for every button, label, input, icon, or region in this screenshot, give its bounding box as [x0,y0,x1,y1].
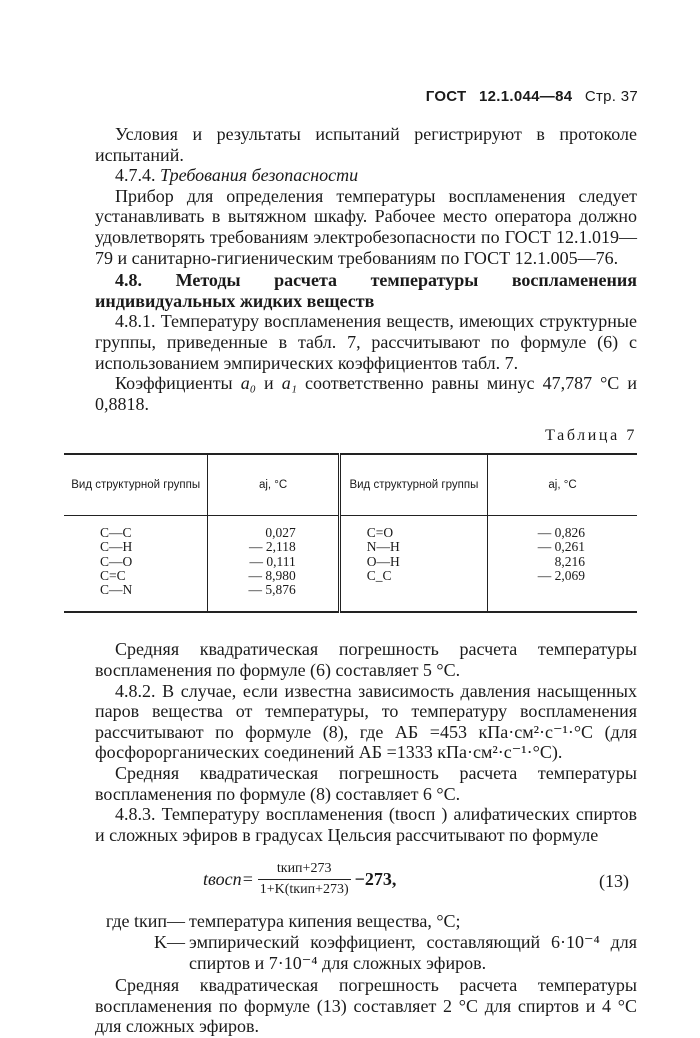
standard-code: ГОСТ [425,88,467,105]
formula-lhs: tвосп= [203,869,254,890]
legend-row [95,911,637,932]
paragraph-4-8-3: 4.8.3. Температуру воспламенения (tвосп ) алифатических спиртов и сложных эфиров в градусах Цельсия рассчитывают по формуле [95,804,637,845]
paragraph-safety: Прибор для определения температуры воспламенения следует устанавливать в вытяжном шкафу. Рабочее место оператора должно удовлетворять требованиям электробезопасности по ГОСТ 12.1.019—79 и санитарно-гигиеническим требованиям по ГОСТ 12.1.005—76. [95,185,637,268]
legend-row [95,932,637,973]
formula-number: (13) [599,871,629,892]
table-header-aj-left: aj, °С [208,454,339,516]
paragraph-protocol: Условия и результаты испытаний регистрируют в протоколе испытаний. [95,124,637,165]
section-title-italic: Требования безопасности [160,165,359,186]
right-structural-groups: С=О N—Н О—Н C_C [339,515,487,612]
page-number: Стр. 37 [584,88,638,105]
formula-denominator: 1+K(tкип+273) [258,879,351,898]
legend-text-tkip: температура кипения вещества, °С; [189,911,461,932]
coef-text-a: Коэффициенты [115,373,241,394]
formula-legend [95,911,637,973]
legend-label-tkip: где tкип— [105,911,185,932]
coef-text-c: соответственно равны минус 47,787 °С и 0,8818. [95,373,637,414]
right-coefficients: — 0,826 — 0,261 8,216 — 2,069 [488,515,637,612]
section-4-8-heading: 4.8. Методы расчета температуры воспламенения индивидуальных жидких веществ [95,270,637,311]
coef-text-b: и [255,373,282,394]
paragraph-error-formula-13: Средняя квадратическая погрешность расчета температуры воспламенения по формуле (13) составляет 2 °С для спиртов и 4 °С для сложных эфиров. [95,975,637,1037]
legend-text-k: эмпирический коэффициент, составляющий 6·10⁻⁴ для спиртов и 7·10⁻⁴ для сложных эфиров. [189,931,637,973]
coef-a0: a₀ [240,373,256,394]
coef-a1: a₁ [281,373,297,394]
standard-number: 12.1.044—84 [478,88,573,105]
formula-tail: −273, [354,869,397,890]
paragraph-4-8-2: 4.8.2. В случае, если известна зависимость давления насыщенных паров вещества от температуры, то температуру воспламенения рассчитывают по формуле (8), где AБ =453 кПа·см²·с⁻¹·°С (для фосфорорганических соединений AБ =1333 кПа·см²·с⁻¹·°С). [95,680,637,763]
section-number: 4.7.4. [115,165,160,186]
left-coefficients: 0,027 — 2,118 — 0,111 — 8,980 — 5,876 [208,515,339,612]
paragraph-error-formula-6: Средняя квадратическая погрешность расчета температуры воспламенения по формуле (6) составляет 5 °С. [95,639,637,680]
left-structural-groups: С—С С—Н С—О С=С С—N [64,515,208,612]
table-caption: Таблица 7 [545,427,637,445]
table-header-group-right: Вид структурной группы [339,454,487,516]
table-header-aj-right: aj, °С [488,454,637,516]
section-4-7-4-heading [95,165,637,186]
table-7 [64,453,637,613]
legend-label-k: K— [154,931,185,952]
paragraph-4-8-1: 4.8.1. Температуру воспламенения веществ, имеющих структурные группы, приведенные в табл. 7, рассчитывают по формуле (6) с использованием эмпирических коэффициентов табл. 7. [95,311,637,373]
formula-fraction [258,861,351,898]
page-header [426,88,638,105]
formula-13 [95,857,637,911]
formula-expression [203,861,396,898]
paragraph-coefficients [95,373,637,414]
page-body [71,124,637,1037]
table-header-group-left: Вид структурной группы [64,454,208,516]
formula-numerator: tкип+273 [276,861,332,877]
paragraph-error-formula-8: Средняя квадратическая погрешность расчета температуры воспламенения по формуле (8) составляет 6 °С. [95,762,637,804]
